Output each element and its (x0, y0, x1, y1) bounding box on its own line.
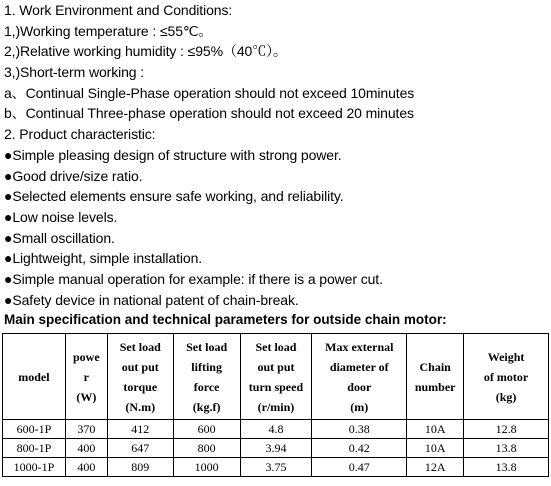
bullet-item: ●Simple pleasing design of structure with strong power. (4, 146, 342, 163)
table-row (3, 439, 549, 458)
table-row (3, 420, 549, 439)
bullet-item: ●Selected elements ensure safe working, and reliability. (4, 188, 344, 205)
table-row (3, 458, 549, 477)
cell-torque: 647 (107, 439, 173, 458)
bullet-item: ●Good drive/size ratio. (4, 167, 143, 184)
text-line-short-term: 3,)Short-term working : (4, 64, 145, 81)
text-line-humidity: 2,)Relative working humidity : ≤95%（40℃）。 (4, 43, 287, 60)
cell-model: 1000-1P (3, 458, 66, 477)
bullet-item: ●Small oscillation. (4, 229, 115, 246)
header-lifting-force: Set load lifting force (kg.f) (173, 334, 240, 420)
table-header-row (3, 334, 549, 420)
text-line-three-phase: b、Continual Three-phase operation should not exceed 20 minutes (4, 105, 414, 122)
cell-lifting-force: 800 (173, 439, 240, 458)
header-motor-weight: Weight of motor (kg) (464, 334, 549, 420)
cell-torque: 809 (107, 458, 173, 477)
table-title: Main specification and technical parameters for outside chain motor: (4, 312, 447, 328)
cell-lifting-force: 600 (173, 420, 240, 439)
header-door-diameter: Max external diameter of door (m) (312, 334, 407, 420)
cell-power: 370 (65, 420, 107, 439)
cell-chain-number: 10A (407, 439, 464, 458)
cell-chain-number: 12A (407, 458, 464, 477)
cell-turn-speed: 3.94 (240, 439, 312, 458)
cell-power: 400 (65, 458, 107, 477)
cell-power: 400 (65, 439, 107, 458)
header-chain-number: Chain number (407, 334, 464, 420)
bullet-item: ●Lightweight, simple installation. (4, 250, 203, 267)
cell-motor-weight: 12.8 (464, 420, 549, 439)
header-torque: Set load out put torque (N.m) (107, 334, 173, 420)
section-heading-product: 2. Product characteristic: (4, 126, 156, 143)
section-heading-environment: 1. Work Environment and Conditions: (4, 2, 233, 18)
cell-turn-speed: 3.75 (240, 458, 312, 477)
header-turn-speed: Set load out put turn speed (r/min) (240, 334, 312, 420)
header-power: powe r (W) (65, 334, 107, 420)
cell-lifting-force: 1000 (173, 458, 240, 477)
cell-motor-weight: 13.8 (464, 439, 549, 458)
bullet-item: ●Low noise levels. (4, 208, 118, 225)
cell-turn-speed: 4.8 (240, 420, 312, 439)
bullet-item: ●Simple manual operation for example: if there is a power cut. (4, 270, 383, 287)
cell-door-diameter: 0.38 (312, 420, 407, 439)
document-body (4, 0, 549, 330)
cell-door-diameter: 0.42 (312, 439, 407, 458)
spec-table (2, 333, 549, 477)
cell-chain-number: 10A (407, 420, 464, 439)
cell-torque: 412 (107, 420, 173, 439)
bullet-item: ●Safety device in national patent of chain-break. (4, 291, 299, 308)
cell-model: 600-1P (3, 420, 66, 439)
text-line-temperature: 1,)Working temperature : ≤55℃。 (4, 22, 213, 39)
header-model: model (3, 334, 66, 420)
cell-door-diameter: 0.47 (312, 458, 407, 477)
cell-motor-weight: 13.8 (464, 458, 549, 477)
cell-model: 800-1P (3, 439, 66, 458)
text-line-single-phase: a、Continual Single-Phase operation should not exceed 10minutes (4, 84, 415, 101)
